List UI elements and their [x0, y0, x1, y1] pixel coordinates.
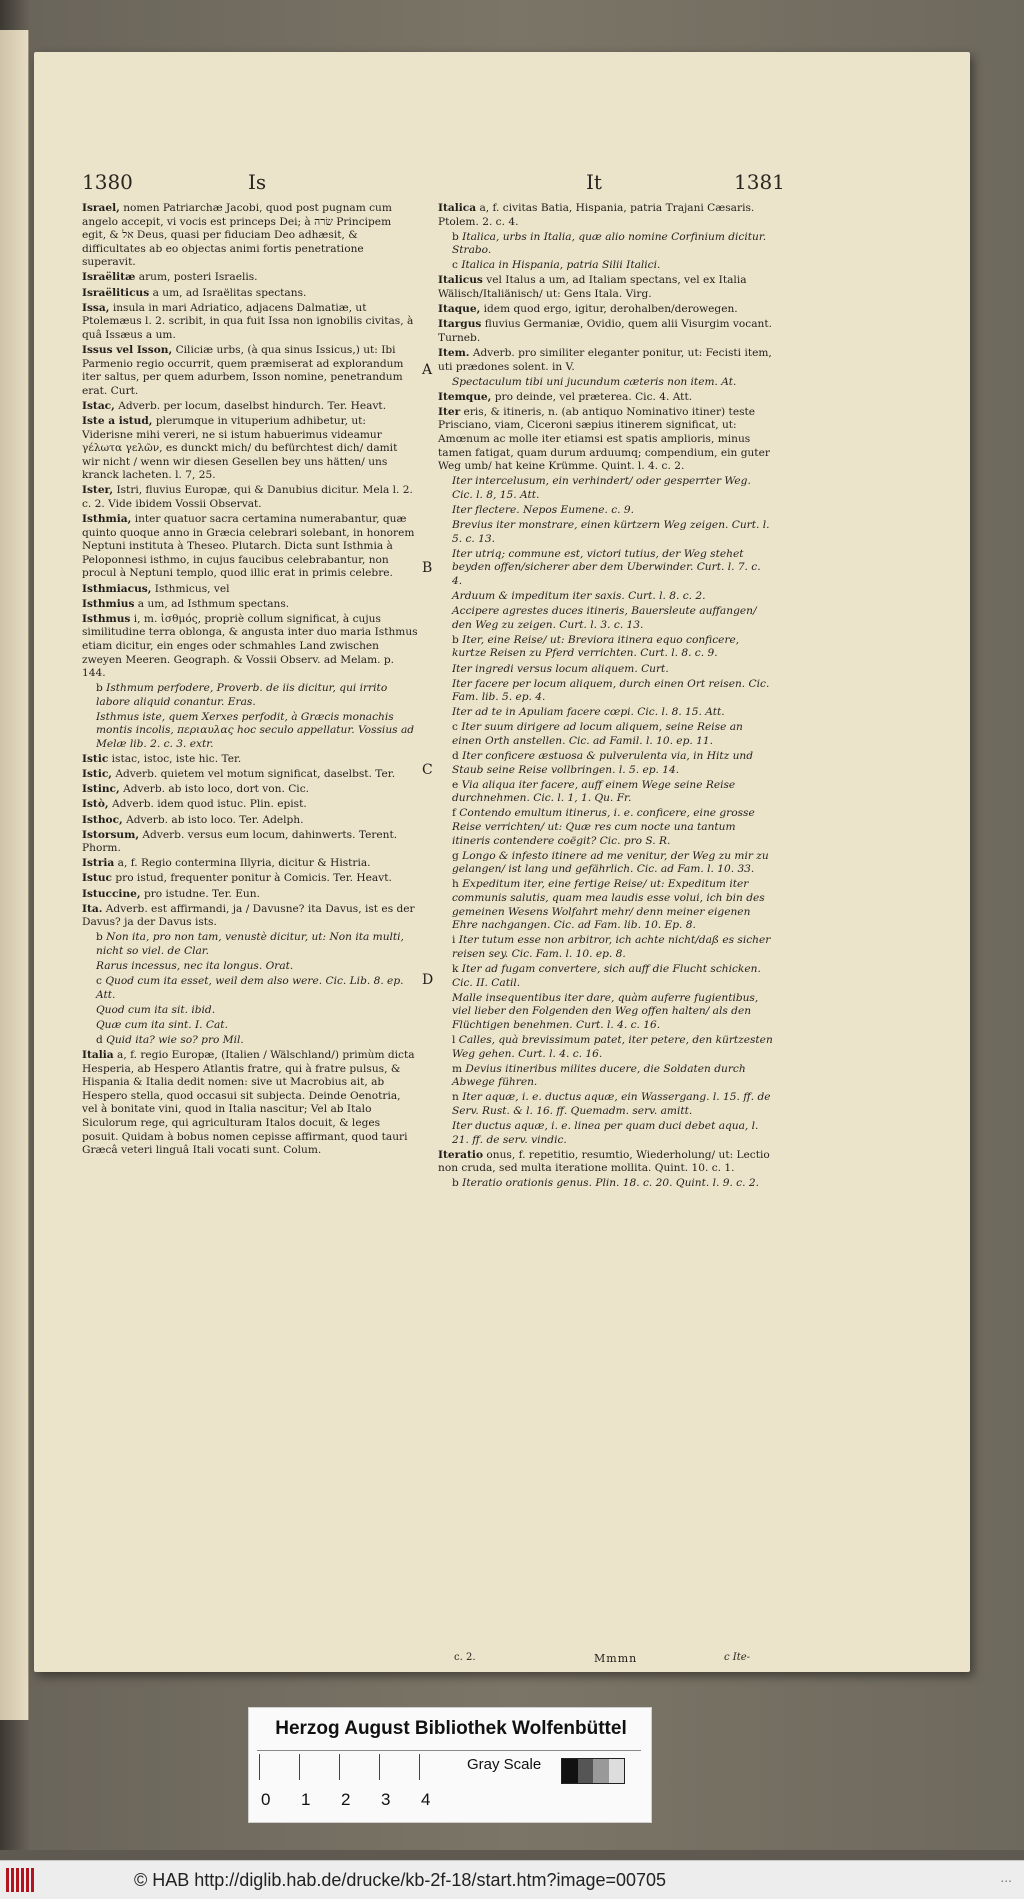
entry-headword: Italia — [82, 1049, 114, 1062]
scale-number: 4 — [421, 1790, 431, 1809]
entry-definition: Adverb. versus eum locum, dahinwerts. Terent. Phorm. — [82, 828, 398, 855]
left-guide-word: Is — [248, 170, 267, 194]
dictionary-entry — [82, 613, 418, 681]
entry-headword: Ita. — [82, 902, 103, 915]
subsense-letter: m — [452, 1062, 463, 1075]
entry-headword: Isthmus — [82, 612, 131, 625]
entry-subsense — [452, 504, 774, 518]
entry-subsense — [452, 548, 774, 589]
entry-subsense — [452, 850, 774, 877]
subsense-text: Quod cum ita esset, weil dem also were. Cic. Lib. 8. ep. Att. — [96, 975, 404, 1001]
entry-definition: pro istudne. Ter. Eun. — [143, 887, 260, 900]
entry-definition: inter quatuor sacra certamina numerabantur, quæ quinto quoque anno in Græcia celebrari solebant, in honorem Neptuni instituta à Theseo. Plutarch. Dicta sunt Isthmia à Peloponnesi isthmo, in cujus faucibus celebrabantur, non procul à Neptuni templo, quod illic erat in primis celebre. — [82, 513, 415, 580]
subsense-text: Iter ad fugam convertere, sich auff die Flucht schicken. Cic. II. Catil. — [452, 962, 761, 989]
dictionary-entry — [82, 583, 418, 597]
footer-sheet-code: Mmmn — [594, 1652, 638, 1665]
entry-definition: Adverb. ab isto loco, dort von. Cic. — [123, 783, 309, 796]
entry-headword: Istic, — [82, 768, 112, 781]
dictionary-entry — [82, 287, 418, 301]
entry-headword: Istò, — [82, 798, 109, 811]
entry-subsense — [452, 934, 774, 961]
subsense-text: Spectaculum tibi uni jucundum cæteris non item. At. — [452, 375, 737, 388]
entry-definition: a um, ad Isthmum spectans. — [137, 597, 290, 610]
entry-headword: Italicus — [438, 274, 483, 287]
subsense-text: Contendo emultum itinerus, i. e. conficere, eine grosse Reise verrichten/ ut: Quæ res cum nocte una tantum itineris contendere coëgit? Cic. pro S. R. — [452, 807, 755, 847]
entry-subsense — [96, 931, 418, 958]
subsense-letter: g — [452, 849, 459, 862]
entry-definition: insula in mari Adriatico, adjacens Dalmatiæ, ut Ptolemæus l. 2. scribit, in qua fuit Issa non ignobilis civitas, à quâ Issæus a um. — [82, 301, 414, 341]
entry-subsense — [96, 960, 418, 974]
entry-subsense — [452, 376, 774, 390]
subsense-text: Arduum & impeditum iter saxis. Curt. l. 8. c. 2. — [452, 590, 706, 603]
section-marker-d: D — [422, 972, 434, 988]
entry-definition: Adverb. pro similiter eleganter ponitur, ut: Fecisti item, uti prædones solent. in V. — [438, 346, 772, 373]
subsense-text: Via aliqua iter facere, auff einem Wege seine Reise durchnehmen. Cic. l. 1, 1. Qu. Fr. — [452, 778, 736, 805]
subsense-text: Iter conficere æstuosa & pulverulenta via, in Hitz und Staub seine Reise vollbringen. l. 5. ep. 14. — [452, 750, 754, 776]
subsense-letter: k — [452, 962, 459, 975]
entry-headword: Itaque, — [438, 303, 481, 316]
dictionary-entry — [438, 318, 774, 345]
subsense-text: Iter aquæ, i. e. ductus aquæ, ein Wassergang. l. 15. ff. de Serv. Rust. & l. 16. ff. Quemadm. serv. amitt. — [452, 1091, 771, 1117]
entry-subsense — [96, 1034, 418, 1048]
entry-headword: Israel, — [82, 202, 120, 214]
entry-subsense — [452, 779, 774, 806]
subsense-text: Quæ cum ita sint. I. Cat. — [96, 1018, 228, 1031]
entry-subsense — [452, 475, 774, 502]
dictionary-entry — [438, 202, 774, 229]
entry-subsense — [452, 663, 774, 677]
entry-headword: Itargus — [438, 318, 482, 331]
subsense-letter: l — [452, 1033, 456, 1046]
scale-number: 0 — [261, 1790, 271, 1809]
subsense-text: Iter flectere. Nepos Eumene. c. 9. — [452, 503, 634, 516]
subsense-letter: n — [452, 1091, 459, 1104]
subsense-letter: f — [452, 807, 456, 820]
dictionary-entry — [82, 484, 418, 511]
gray-scale-label: Gray Scale — [467, 1756, 542, 1773]
scale-number: 1 — [301, 1790, 311, 1809]
entry-definition: fluvius Germaniæ, Ovidio, quem alii Visurgim vocant. Turneb. — [438, 318, 772, 344]
entry-definition: Isthmicus, vel — [154, 582, 230, 595]
entry-subsense — [452, 878, 774, 932]
entry-subsense — [96, 682, 418, 709]
dictionary-entry — [82, 302, 418, 343]
dictionary-entry — [82, 857, 418, 871]
entry-definition: Ciliciæ urbs, (à qua sinus Issicus,) ut: Ibi Parmenio regio occurrit, quem præmiserat ad explorandum iter saltus, per quem adurbem, Isson nomine, penetrandum erat. Curt. — [82, 343, 404, 397]
entry-subsense — [452, 706, 774, 720]
dictionary-entry — [82, 753, 418, 767]
subsense-text: Iter ductus aquæ, i. e. linea per quam duci debet aqua, l. 21. ff. de serv. vindic. — [452, 1120, 759, 1146]
entry-headword: Item. — [438, 346, 470, 359]
dictionary-entry — [438, 303, 774, 317]
footer-catchword: c Ite- — [724, 1652, 751, 1663]
dictionary-entry — [82, 903, 418, 930]
subsense-text: Iter intercelusum, ein verhindert/ oder gesperrter Weg. Cic. l. 8, 15. Att. — [452, 475, 751, 501]
entry-definition: onus, f. repetitio, resumtio, Wiederholung/ ut: Lectio non cruda, sed multa iteratione mollita. Quint. 10. c. 1. — [438, 1148, 770, 1175]
entry-definition: istac, istoc, iste hic. Ter. — [111, 753, 242, 766]
entry-definition: Adverb. est affirmandi, ja / Davusne? ita Davus, ist es der Davus? ja der Davus ists. — [82, 902, 415, 929]
card-title: Herzog August Bibliothek Wolfenbüttel — [275, 1718, 627, 1739]
subsense-text: Rarus incessus, nec ita longus. Orat. — [96, 959, 294, 972]
entry-headword: Istuccine, — [82, 887, 141, 900]
card-rule — [257, 1750, 641, 1751]
subsense-text: Quod cum ita sit. ibid. — [96, 1003, 216, 1016]
entry-definition: nomen Patriarchæ Jacobi, quod post pugnam cum angelo accepit, vi vocis est princeps Dei; à שׂרה Principem egit, & אל Deus, quasi per fiduciam Deo adhæsit, & difficultates ab eo objectas animi fortis penetratione superavit. — [82, 202, 392, 269]
entry-definition: a, f. Regio contermina Illyria, dicitur & Histria. — [117, 857, 371, 870]
entry-definition: pro istud, frequenter ponitur à Comicis. Ter. Heavt. — [115, 872, 392, 885]
dictionary-entry — [438, 1149, 774, 1176]
dictionary-entry — [82, 400, 418, 414]
entry-definition: pro deinde, vel præterea. Cic. 4. Att. — [494, 390, 693, 403]
entry-subsense — [452, 721, 774, 748]
subsense-text: Accipere agrestes duces itineris, Bauersleute auffangen/ den Weg zu zeigen. Curt. l. 3. c. 13. — [452, 605, 757, 631]
entry-subsense — [452, 750, 774, 777]
subsense-letter: d — [96, 1033, 103, 1046]
entry-headword: Istria — [82, 857, 115, 870]
entry-definition: i, m. ἰσθμός, propriè collum significat, à cujus similitudine terra oblonga, & angusta inter duo maria Isthmus etiam dicitur, ein enges oder schmahles Land zwischen zweyen Meeren. Geograph. & Vossii Observ. ad Melam. p. 144. — [82, 612, 418, 680]
entry-subsense — [452, 807, 774, 848]
dictionary-entry — [82, 798, 418, 812]
more-icon[interactable]: ... — [1000, 1869, 1012, 1885]
card-ruler-ticks — [259, 1754, 445, 1780]
status-bar — [0, 1860, 1024, 1899]
entry-subsense — [96, 975, 418, 1002]
subsense-text: Iter ad te in Apuliam facere cœpi. Cic. l. 8. 15. Att. — [452, 706, 725, 719]
left-page-edge — [0, 30, 29, 1720]
dictionary-entry — [82, 829, 418, 856]
subsense-text: Italica in Hispania, patria Silii Italici. — [461, 259, 661, 272]
dictionary-entry — [438, 274, 774, 301]
entry-definition: Adverb. idem quod istuc. Plin. epist. — [111, 798, 307, 811]
entry-headword: Israëlitæ — [82, 271, 136, 284]
entry-subsense — [452, 231, 774, 258]
subsense-text: Longo & infesto itinere ad me venitur, der Weg zu mir zu gelangen/ ist lang und gefährlich. Cic. ad Fam. l. 10. 33. — [452, 849, 769, 876]
section-marker-c: C — [422, 762, 433, 778]
entry-headword: Ister, — [82, 484, 114, 497]
entry-definition: plerumque in vituperium adhibetur, ut: Viderisne mihi vereri, ne si istum habuerimus videamur γέλωτα γελῶν, es dunckt mich/ du befürchtest dich/ damit wir nicht / wenn wir diesen Gesellen bey uns hätten/ uns kranck lacheten. l. 7, 25. — [82, 414, 398, 482]
entry-definition: arum, posteri Israelis. — [138, 271, 258, 284]
subsense-text: Isthmum perfodere, Proverb. de iis dicitur, qui irrito labore aliquid conantur. Eras. — [96, 682, 388, 708]
subsense-text: Iter tutum esse non arbitror, ich achte nicht/daß es sicher reisen sey. Cic. Fam. l. 10. ep. 8. — [452, 934, 771, 960]
subsense-letter: e — [452, 778, 459, 791]
subsense-letter: b — [452, 633, 459, 646]
book-page — [34, 52, 970, 1672]
subsense-letter: b — [96, 682, 103, 695]
dictionary-entry — [82, 888, 418, 902]
subsense-text: Devius itineribus milites ducere, die Soldaten durch Abwege führen. — [452, 1062, 746, 1089]
entry-headword: Iste a istud, — [82, 414, 153, 427]
subsense-letter: d — [452, 750, 459, 763]
entry-headword: Isthmius — [82, 597, 135, 610]
subsense-letter: h — [452, 878, 459, 891]
entry-headword: Italica — [438, 202, 477, 214]
left-column — [82, 202, 418, 1159]
subsense-text: Iter, eine Reise/ ut: Breviora itinera equo conficere, kurtze Reisen zu Pferd verrichten. Curt. l. 8. c. 9. — [452, 633, 740, 660]
dictionary-entry — [438, 347, 774, 374]
subsense-text: Brevius iter monstrare, einen kürtzern Weg zeigen. Curt. l. 5. c. 13. — [452, 519, 770, 545]
subsense-text: Italica, urbs in Italia, quæ alio nomine Corfinium dicitur. Strabo. — [452, 230, 767, 257]
entry-definition: vel Italus a um, ad Italiam spectans, vel ex Italia Wälisch/Italiänisch/ ut: Gens Itala. Virg. — [438, 274, 747, 301]
right-page-number: 1381 — [734, 170, 785, 194]
entry-subsense — [452, 1177, 774, 1191]
subsense-letter: b — [452, 1177, 459, 1190]
subsense-text: Iter utriq; commune est, victori tutius, der Weg stehet beyden offen/sicherer aber dem Uberwinder. Curt. l. 7. c. 4. — [452, 547, 761, 587]
entry-headword: Istorsum, — [82, 828, 140, 841]
subsense-text: Calles, quà brevissimum patet, iter petere, den kürtzesten Weg gehen. Curt. l. 4. c. 16. — [452, 1033, 773, 1060]
entry-subsense — [452, 590, 774, 604]
subsense-letter: b — [452, 230, 459, 243]
gray-scale-swatches — [561, 1758, 625, 1784]
entry-headword: Itemque, — [438, 390, 492, 403]
copyright-url-text[interactable]: © HAB http://diglib.hab.de/drucke/kb-2f-18/start.htm?image=00705 — [134, 1870, 667, 1890]
entry-headword: Isthmiacus, — [82, 582, 152, 595]
entry-subsense — [452, 1091, 774, 1118]
scale-number: 2 — [341, 1790, 351, 1809]
dictionary-entry — [82, 1049, 418, 1158]
right-guide-word: It — [586, 170, 602, 194]
calibration-card — [248, 1707, 652, 1823]
entry-headword: Istic — [82, 753, 109, 766]
entry-headword: Isthmia, — [82, 513, 132, 526]
scale-number: 3 — [381, 1790, 391, 1809]
subsense-letter: b — [96, 931, 103, 944]
subsense-letter: c — [452, 259, 458, 272]
dictionary-entry — [82, 344, 418, 398]
dictionary-entry — [82, 872, 418, 886]
entry-subsense — [96, 1004, 418, 1018]
entry-definition: a, f. civitas Batia, Hispania, patria Trajani Cæsaris. Ptolem. 2. c. 4. — [438, 202, 755, 228]
dictionary-entry — [82, 814, 418, 828]
entry-definition: Adverb. quietem vel motum significat, daselbst. Ter. — [115, 768, 396, 781]
right-column — [438, 202, 774, 1192]
entry-definition: Istri, fluvius Europæ, qui & Danubius dicitur. Mela l. 2. c. 2. Vide ibidem Vossii Observat. — [82, 484, 413, 510]
dictionary-entry — [82, 513, 418, 581]
dictionary-entry — [82, 271, 418, 285]
entry-definition: Adverb. per locum, daselbst hindurch. Ter. Heavt. — [118, 399, 387, 412]
dictionary-entry — [82, 598, 418, 612]
entry-definition: Adverb. ab isto loco. Ter. Adelph. — [126, 813, 304, 826]
subsense-letter: c — [452, 721, 458, 734]
card-scale-numbers — [261, 1790, 461, 1810]
subsense-text: Isthmus iste, quem Xerxes perfodit, à Græcis monachis montis incolis, περιαυλας hoc seculo appellatur. Vossius ad Melæ lib. 2. c. 3. extr. — [96, 710, 415, 751]
subsense-letter: c — [96, 975, 102, 988]
section-marker-a: A — [422, 362, 433, 378]
entry-definition: a um, ad Israëlitas spectans. — [152, 286, 307, 299]
left-page-number: 1380 — [82, 170, 133, 194]
dictionary-entry — [438, 406, 774, 474]
subsense-text: Expeditum iter, eine fertige Reise/ ut: Expeditum iter communis salutis, quam mea laudis esse volui, ich bin des gemeinen Wesens Wolfahrt mehr/ denn meiner eigenen Ehre nachgangen. Cic. ad Fam. lib. 10. Ep. 8. — [452, 878, 765, 932]
entry-subsense — [452, 605, 774, 632]
entry-subsense — [452, 1120, 774, 1147]
subsense-text: Iter ingredi versus locum aliquem. Curt. — [452, 662, 669, 675]
hab-logo-icon — [6, 1868, 36, 1892]
dictionary-entry — [438, 391, 774, 405]
entry-definition: a, f. regio Europæ, (Italien / Wälschland/) primùm dicta Hesperia, ab Hespero Atlantis fratre, qui à fratre pulsus, & Hispania & Italia dedit nomen: sive ut Macrobius ait, ab Hespero stella, quod occasui sit subjecta. Deinde Oenotria, vel à bonitate vini, quod in Italia nascitur; Vel ab Italo Siculorum rege, qui agriculturam Italos docuit, & leges posuit. Quidam à bobus nomen cepisse affirmant, quod tauri Græcâ veteri linguâ Itali vocati sunt. Colum. — [82, 1049, 415, 1157]
subsense-text: Iteratio orationis genus. Plin. 18. c. 20. Quint. l. 9. c. 2. — [462, 1177, 759, 1190]
entry-headword: Issus vel Isson, — [82, 343, 173, 356]
subsense-text: Non ita, pro non tam, venustè dicitur, ut: Non ita multi, nicht so viel. de Clar. — [96, 931, 404, 957]
subsense-text: Iter suum dirigere ad locum aliquem, seine Reise an einen Orth anstellen. Cic. ad Famil. l. 10. ep. 11. — [452, 721, 743, 747]
entry-headword: Iter — [438, 405, 461, 418]
entry-definition: idem quod ergo, igitur, derohalben/derowegen. — [483, 303, 738, 316]
entry-subsense — [96, 1019, 418, 1033]
dictionary-entry — [82, 415, 418, 483]
entry-subsense — [452, 634, 774, 661]
entry-subsense — [452, 1063, 774, 1090]
entry-headword: Istuc — [82, 872, 112, 885]
entry-definition: eris, & itineris, n. (ab antiquo Nominativo itiner) teste Prisciano, viam, Ciceroni sæpius itinerem significat, ut: Amœnum ac molle iter etiamsi est spatis amplioris, minus tamen fatigat, quam durum arduumq; compendium, ein guter Weg umb/ hat keine Krümme. Quint. l. 4. c. 2. — [438, 405, 770, 473]
entry-headword: Isthoc, — [82, 813, 123, 826]
entry-headword: Iteratio — [438, 1148, 484, 1161]
entry-subsense — [452, 678, 774, 705]
entry-subsense — [452, 259, 774, 273]
subsense-text: Iter facere per locum aliquem, durch einen Ort reisen. Cic. Fam. lib. 5. ep. 4. — [452, 677, 770, 704]
entry-subsense — [452, 1034, 774, 1061]
entry-subsense — [96, 711, 418, 752]
entry-subsense — [452, 519, 774, 546]
entry-subsense — [452, 963, 774, 990]
entry-headword: Istac, — [82, 399, 115, 412]
dictionary-entry — [82, 202, 418, 270]
entry-headword: Issa, — [82, 301, 110, 314]
subsense-text: Malle insequentibus iter dare, quàm auferre fugientibus, viel lieber den Folgenden den Weg offen halten/ als den Flüchtigen benehmen. Curt. l. 4. c. 16. — [452, 991, 759, 1031]
entry-subsense — [452, 992, 774, 1033]
footer-signature: c. 2. — [454, 1652, 476, 1663]
subsense-letter: i — [452, 934, 456, 947]
subsense-text: Quid ita? wie so? pro Mil. — [106, 1033, 244, 1046]
dictionary-entry — [82, 768, 418, 782]
dictionary-entry — [82, 783, 418, 797]
section-marker-b: B — [422, 560, 433, 576]
entry-headword: Istinc, — [82, 783, 120, 796]
entry-headword: Israëliticus — [82, 286, 150, 299]
